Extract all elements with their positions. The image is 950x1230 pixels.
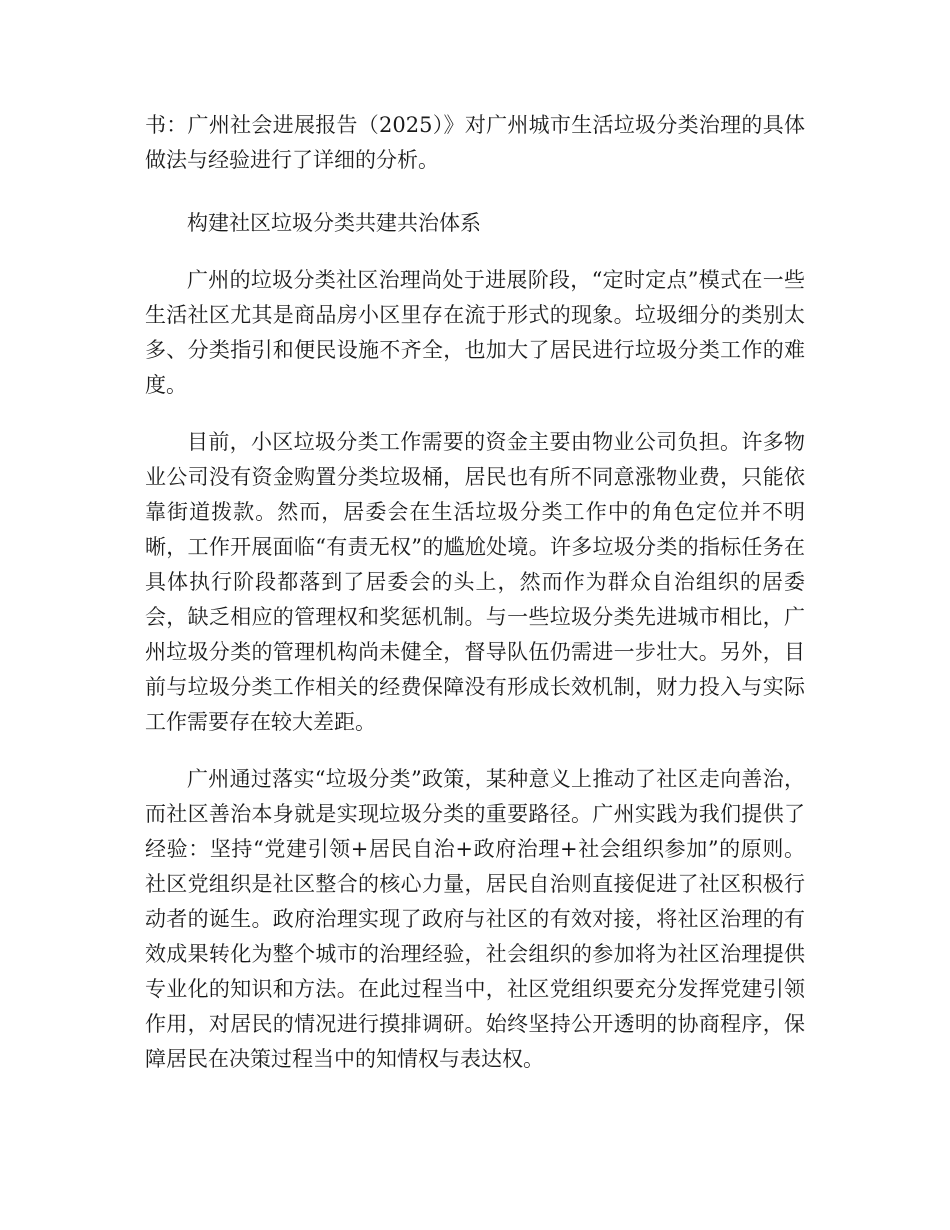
document-page [145, 108, 805, 1077]
body-paragraph-1: 广州的垃圾分类社区治理尚处于进展阶段，“定时定点”模式在一些生活社区尤其是商品房小区里存在流于形式的现象。垃圾细分的类别太多、分类指引和便民设施不齐全，也加大了居民进行垃圾分类工作的难度。 [145, 268, 805, 397]
body-paragraph-3: 广州通过落实“垃圾分类”政策，某种意义上推动了社区走向善治，而社区善治本身就是实现垃圾分类的重要路径。广州实践为我们提供了经验：坚持“党建引领+居民自治+政府治理+社会组织参加”的原则。社区党组织是社区整合的核心力量，居民自治则直接促进了社区积极行动者的诞生。政府治理实现了政府与社区的有效对接，将社区治理的有效成果转化为整个城市的治理经验，社会组织的参加将为社区治理提供专业化的知识和方法。在此过程当中，社区党组织要充分发挥党建引领作用，对居民的情况进行摸排调研。始终坚持公开透明的协商程序，保障居民在决策过程当中的知情权与表达权。 [145, 767, 805, 1071]
section-heading: 构建社区垃圾分类共建共治体系 [187, 211, 481, 235]
intro-paragraph: 书：广州社会进展报告（2025）》对广州城市生活垃圾分类治理的具体做法与经验进行了详细的分析。 [145, 113, 805, 172]
body-paragraph-2: 目前，小区垃圾分类工作需要的资金主要由物业公司负担。许多物业公司没有资金购置分类垃圾桶，居民也有所不同意涨物业费，只能依靠街道拨款。然而，居委会在生活垃圾分类工作中的角色定位并不明晰，工作开展面临“有责无权”的尴尬处境。许多垃圾分类的指标任务在具体执行阶段都落到了居委会的头上，然而作为群众自治组织的居委会，缺乏相应的管理权和奖惩机制。与一些垃圾分类先进城市相比，广州垃圾分类的管理机构尚未健全，督导队伍仍需进一步壮大。另外，目前与垃圾分类工作相关的经费保障没有形成长效机制，财力投入与实际工作需要存在较大差距。 [145, 430, 805, 734]
